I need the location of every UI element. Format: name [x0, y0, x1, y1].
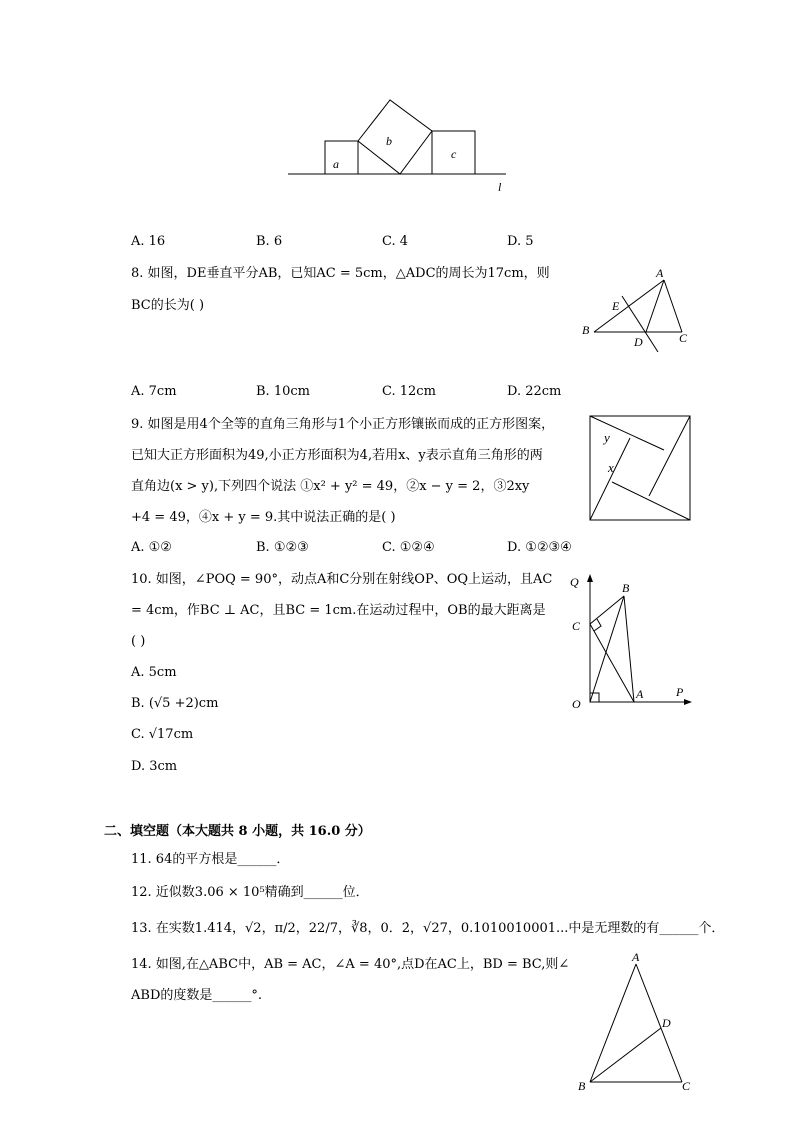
label-B: B: [622, 581, 630, 595]
q7-option-c[interactable]: C. 4: [382, 234, 409, 249]
square-a: [325, 141, 358, 174]
segment-cb: [590, 596, 624, 624]
q8-option-c[interactable]: C. 12cm: [382, 384, 436, 399]
label-D: D: [634, 335, 643, 349]
q9-line1: 9. 如图是用4个全等的直角三角形与1个小正方形镶嵌而成的正方形图案，: [131, 417, 555, 432]
q8-line1: 8. 如图，DE垂直平分AB，已知AC = 5cm，△ADC的周长为17cm，则: [131, 266, 550, 281]
label-D: D: [662, 1016, 671, 1030]
label-A: A: [636, 687, 644, 701]
q10-option-b[interactable]: B. (√5 +2)cm: [131, 696, 219, 711]
label-C: C: [572, 619, 581, 633]
q9-option-d[interactable]: D. ①②③④: [507, 540, 572, 555]
q13-text: 13. 在实数1.414，√2，π/2，22/7，∛8，0．2̇，√27，0.1010010001...中是无理数的有______个．: [131, 921, 725, 936]
q9-line3: 直角边(x > y),下列四个说法 ①x² + y² = 49，②x − y = 2，③2xy: [131, 479, 530, 494]
square-b: [358, 100, 432, 174]
arrow-q: [587, 574, 593, 582]
q10-option-c[interactable]: C. √17cm: [131, 727, 194, 742]
label-O: O: [572, 697, 581, 711]
q10-figure: [566, 572, 696, 714]
label-C: C: [679, 331, 688, 345]
q9-option-b[interactable]: B. ①②③: [256, 540, 309, 555]
q7-option-d[interactable]: D. 5: [507, 234, 534, 249]
label-b: b: [386, 134, 392, 148]
label-x: x: [608, 460, 614, 475]
section-fill-in-title: 二、填空题（本大题共 8 小题，共 16.0 分）: [104, 824, 371, 839]
label-A: A: [632, 950, 640, 964]
q8-option-d[interactable]: D. 22cm: [507, 384, 562, 399]
q10-line2: = 4cm，作BC ⊥ AC，且BC = 1cm.在运动过程中，OB的最大距离是: [131, 603, 546, 618]
q9-figure: [588, 414, 692, 522]
q8-option-a[interactable]: A. 7cm: [131, 384, 177, 399]
q7-option-b[interactable]: B. 6: [256, 234, 283, 249]
label-a: a: [333, 157, 339, 171]
segment-ob: [590, 596, 624, 702]
q10-line3: ( ): [131, 634, 146, 649]
q14-figure: [574, 950, 698, 1098]
label-P: P: [676, 685, 684, 699]
segment-ac: [636, 964, 682, 1082]
q11-text: 11. 64的平方根是______．: [131, 852, 290, 867]
q9-option-a[interactable]: A. ①②: [131, 540, 172, 555]
q9-line2: 已知大正方形面积为49,小正方形面积为4,若用x、y表示直角三角形的两: [131, 448, 543, 463]
label-E: E: [612, 299, 620, 313]
label-l: l: [498, 180, 502, 194]
label-B: B: [578, 1079, 586, 1093]
q8-option-b[interactable]: B. 10cm: [256, 384, 310, 399]
segment-ac: [664, 280, 682, 332]
q14-line1: 14. 如图,在△ABC中，AB = AC，∠A = 40°,点D在AC上，BD = BC,则∠: [131, 957, 570, 972]
segment-ad: [646, 280, 664, 332]
q10-option-a[interactable]: A. 5cm: [131, 665, 177, 680]
q10-line1: 10. 如图，∠POQ = 90°，动点A和C分别在射线OP、OQ上运动，且AC: [131, 572, 553, 587]
triangle-line-4: [590, 438, 630, 520]
q8-line2: BC的长为( ): [131, 298, 205, 313]
label-c: c: [451, 147, 457, 161]
label-Q: Q: [570, 575, 579, 589]
q10-option-d[interactable]: D. 3cm: [131, 759, 178, 774]
q7-option-a[interactable]: A. 16: [131, 234, 166, 249]
q14-line2: ABD的度数是______°.: [131, 988, 262, 1003]
q12-text: 12. 近似数3.06 × 10⁵精确到______位．: [131, 885, 369, 900]
label-A: A: [656, 266, 664, 280]
q9-line4: +4 = 49，④x + y = 9.其中说法正确的是( ): [131, 510, 396, 525]
label-B: B: [582, 323, 590, 337]
q8-figure: [578, 262, 698, 352]
label-C: C: [682, 1079, 691, 1093]
arrow-p: [684, 699, 692, 705]
label-y: y: [604, 430, 610, 445]
right-angle-c: [594, 619, 601, 631]
q7-figure: [280, 90, 520, 200]
triangle-line-2: [649, 416, 690, 496]
q9-option-c[interactable]: C. ①②④: [382, 540, 435, 555]
triangle-line-3: [612, 482, 690, 520]
